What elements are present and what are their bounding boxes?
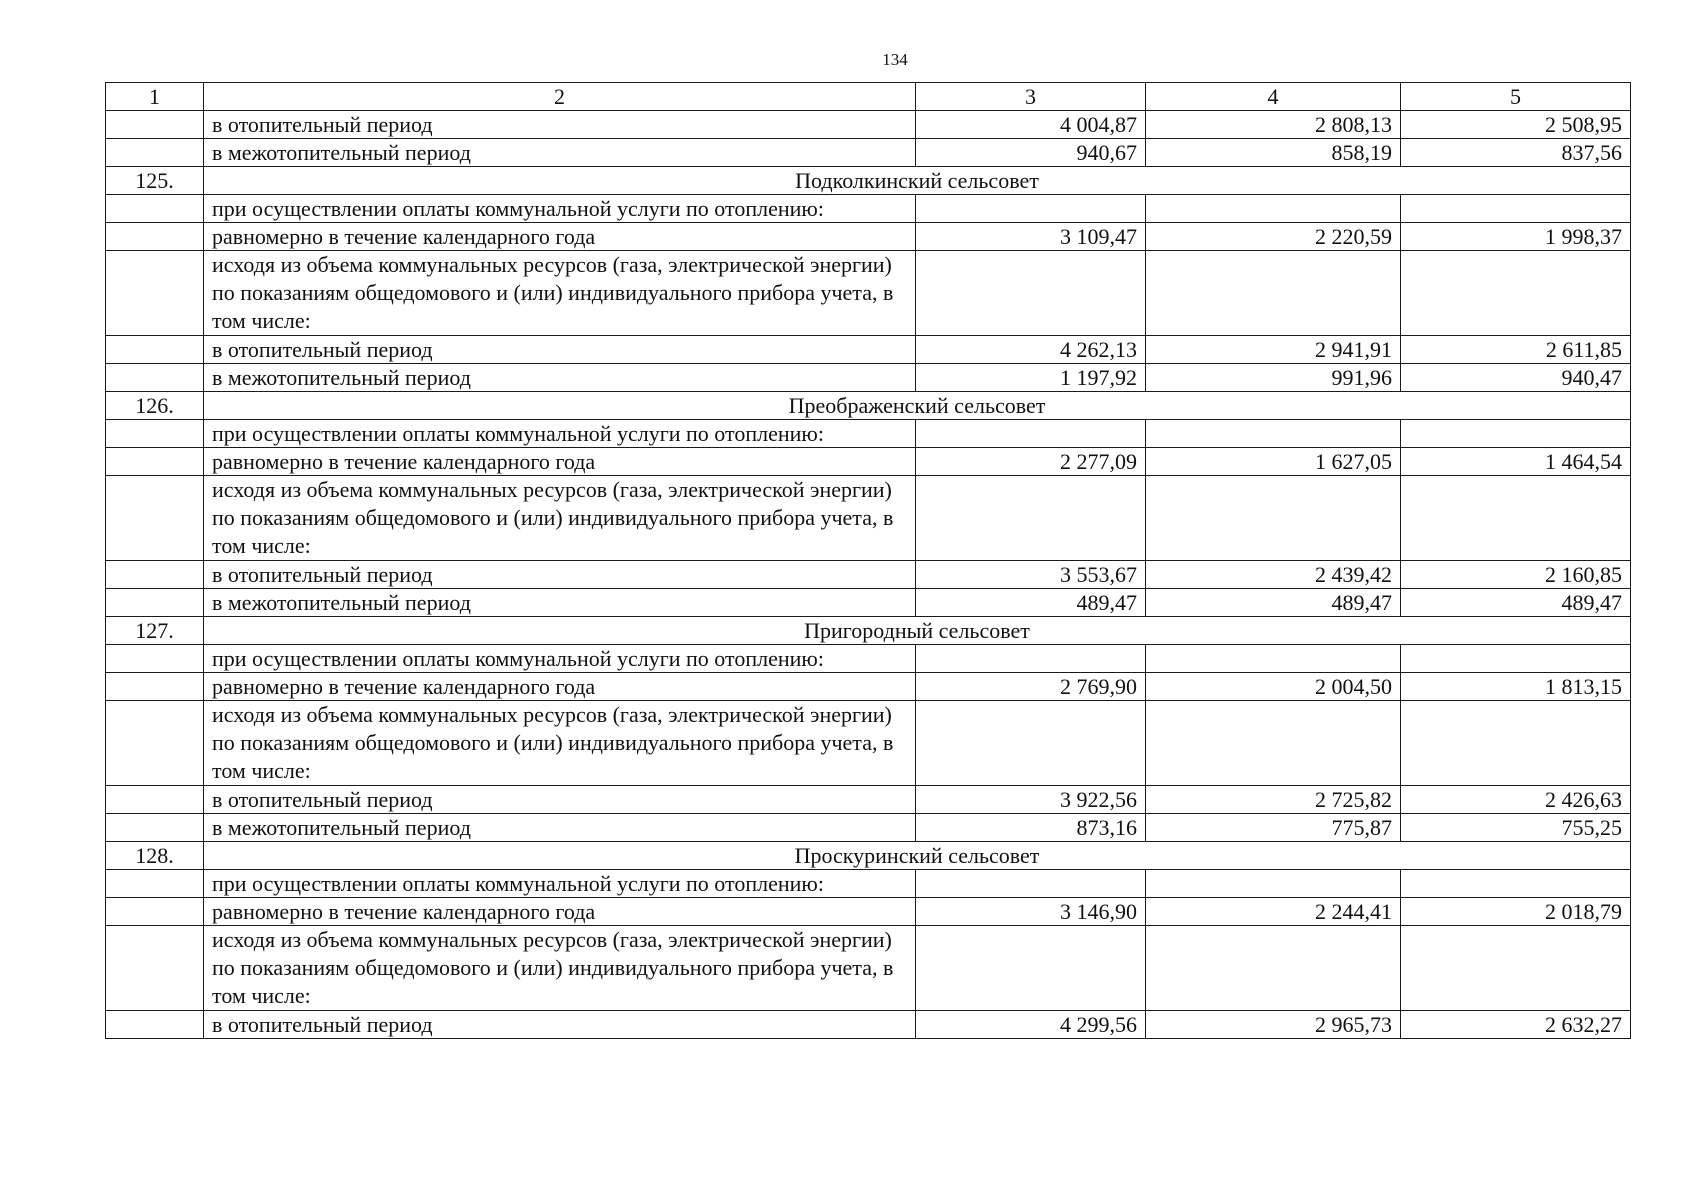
value-col-3: 940,67 xyxy=(916,139,1146,167)
value-col-4: 489,47 xyxy=(1146,589,1401,617)
value-col-3 xyxy=(916,195,1146,223)
value-col-4: 2 004,50 xyxy=(1146,673,1401,701)
row-description: равномерно в течение календарного года xyxy=(204,898,916,926)
row-number-cell xyxy=(106,786,204,814)
row-number-cell xyxy=(106,701,204,786)
section-header-row xyxy=(106,392,1631,420)
table-row xyxy=(106,673,1631,701)
section-number: 128. xyxy=(106,842,204,870)
value-col-3: 1 197,92 xyxy=(916,364,1146,392)
row-description: исходя из объема коммунальных ресурсов (газа, электрической энергии) по показаниям общедомового и (или) индивидуального прибора учета, в том числе: xyxy=(204,251,916,336)
row-number-cell xyxy=(106,926,204,1011)
table-row xyxy=(106,223,1631,251)
value-col-5: 1 464,54 xyxy=(1401,448,1631,476)
row-number-cell xyxy=(106,139,204,167)
table-row xyxy=(106,561,1631,589)
row-description: при осуществлении оплаты коммунальной услуги по отоплению: xyxy=(204,645,916,673)
row-number-cell xyxy=(106,814,204,842)
value-col-5: 2 018,79 xyxy=(1401,898,1631,926)
value-col-5: 2 611,85 xyxy=(1401,336,1631,364)
section-title: Подколкинский сельсовет xyxy=(204,167,1631,195)
value-col-4: 2 220,59 xyxy=(1146,223,1401,251)
row-number-cell xyxy=(106,195,204,223)
value-col-3 xyxy=(916,870,1146,898)
page-number: 134 xyxy=(882,50,908,69)
value-col-4: 2 965,73 xyxy=(1146,1011,1401,1039)
value-col-4 xyxy=(1146,926,1401,1011)
row-description: в отопительный период xyxy=(204,1011,916,1039)
value-col-5: 489,47 xyxy=(1401,589,1631,617)
section-title: Проскуринский сельсовет xyxy=(204,842,1631,870)
column-number-5: 5 xyxy=(1401,83,1631,111)
row-description: исходя из объема коммунальных ресурсов (газа, электрической энергии) по показаниям общедомового и (или) индивидуального прибора учета, в том числе: xyxy=(204,926,916,1011)
table-row xyxy=(106,420,1631,448)
row-description: в межотопительный период xyxy=(204,139,916,167)
value-col-3 xyxy=(916,701,1146,786)
table-row xyxy=(106,1011,1631,1039)
value-col-5 xyxy=(1401,420,1631,448)
row-number-cell xyxy=(106,1011,204,1039)
row-description: в отопительный период xyxy=(204,561,916,589)
column-number-2: 2 xyxy=(204,83,916,111)
value-col-3 xyxy=(916,645,1146,673)
table-row xyxy=(106,645,1631,673)
table-body xyxy=(106,83,1631,1039)
row-description: равномерно в течение календарного года xyxy=(204,448,916,476)
value-col-4 xyxy=(1146,195,1401,223)
value-col-5: 1 998,37 xyxy=(1401,223,1631,251)
value-col-3: 873,16 xyxy=(916,814,1146,842)
value-col-3: 3 146,90 xyxy=(916,898,1146,926)
section-header-row xyxy=(106,167,1631,195)
value-col-4: 2 244,41 xyxy=(1146,898,1401,926)
table-row xyxy=(106,111,1631,139)
column-number-header-row xyxy=(106,83,1631,111)
value-col-4: 2 439,42 xyxy=(1146,561,1401,589)
section-title: Пригородный сельсовет xyxy=(204,617,1631,645)
section-header-row xyxy=(106,617,1631,645)
row-description: исходя из объема коммунальных ресурсов (газа, электрической энергии) по показаниям общедомового и (или) индивидуального прибора учета, в том числе: xyxy=(204,476,916,561)
row-number-cell xyxy=(106,898,204,926)
row-number-cell xyxy=(106,364,204,392)
column-number-3: 3 xyxy=(916,83,1146,111)
value-col-5: 2 160,85 xyxy=(1401,561,1631,589)
row-number-cell xyxy=(106,589,204,617)
value-col-4 xyxy=(1146,420,1401,448)
tariff-table xyxy=(105,82,1631,1039)
value-col-4 xyxy=(1146,645,1401,673)
row-description: в отопительный период xyxy=(204,786,916,814)
row-description: исходя из объема коммунальных ресурсов (газа, электрической энергии) по показаниям общедомового и (или) индивидуального прибора учета, в том числе: xyxy=(204,701,916,786)
value-col-4: 2 725,82 xyxy=(1146,786,1401,814)
row-description: при осуществлении оплаты коммунальной услуги по отоплению: xyxy=(204,420,916,448)
value-col-3: 4 004,87 xyxy=(916,111,1146,139)
value-col-4 xyxy=(1146,701,1401,786)
section-header-row xyxy=(106,842,1631,870)
row-description: при осуществлении оплаты коммунальной услуги по отоплению: xyxy=(204,870,916,898)
value-col-4: 1 627,05 xyxy=(1146,448,1401,476)
value-col-5 xyxy=(1401,195,1631,223)
table-row xyxy=(106,139,1631,167)
section-number: 125. xyxy=(106,167,204,195)
row-description: равномерно в течение календарного года xyxy=(204,223,916,251)
row-description: в межотопительный период xyxy=(204,364,916,392)
row-number-cell xyxy=(106,223,204,251)
value-col-5: 837,56 xyxy=(1401,139,1631,167)
value-col-3: 489,47 xyxy=(916,589,1146,617)
row-description: в межотопительный период xyxy=(204,814,916,842)
table-row xyxy=(106,870,1631,898)
row-number-cell xyxy=(106,111,204,139)
table-row xyxy=(106,926,1631,1011)
row-number-cell xyxy=(106,476,204,561)
table-row xyxy=(106,364,1631,392)
value-col-3: 2 769,90 xyxy=(916,673,1146,701)
row-description: при осуществлении оплаты коммунальной услуги по отоплению: xyxy=(204,195,916,223)
column-number-4: 4 xyxy=(1146,83,1401,111)
table-row xyxy=(106,448,1631,476)
row-number-cell xyxy=(106,420,204,448)
value-col-3: 3 553,67 xyxy=(916,561,1146,589)
row-number-cell xyxy=(106,251,204,336)
value-col-3 xyxy=(916,926,1146,1011)
value-col-3: 3 109,47 xyxy=(916,223,1146,251)
row-description: равномерно в течение календарного года xyxy=(204,673,916,701)
value-col-5 xyxy=(1401,251,1631,336)
table-row xyxy=(106,814,1631,842)
value-col-5: 2 508,95 xyxy=(1401,111,1631,139)
value-col-5 xyxy=(1401,645,1631,673)
section-number: 127. xyxy=(106,617,204,645)
value-col-4: 775,87 xyxy=(1146,814,1401,842)
row-number-cell xyxy=(106,561,204,589)
row-number-cell xyxy=(106,336,204,364)
row-description: в отопительный период xyxy=(204,336,916,364)
row-number-cell xyxy=(106,645,204,673)
value-col-3 xyxy=(916,420,1146,448)
section-number: 126. xyxy=(106,392,204,420)
value-col-3: 4 262,13 xyxy=(916,336,1146,364)
value-col-5: 940,47 xyxy=(1401,364,1631,392)
row-number-cell xyxy=(106,870,204,898)
value-col-4: 2 808,13 xyxy=(1146,111,1401,139)
value-col-4: 2 941,91 xyxy=(1146,336,1401,364)
table-row xyxy=(106,336,1631,364)
section-title: Преображенский сельсовет xyxy=(204,392,1631,420)
value-col-5 xyxy=(1401,870,1631,898)
row-description: в отопительный период xyxy=(204,111,916,139)
table-row xyxy=(106,701,1631,786)
row-description: в межотопительный период xyxy=(204,589,916,617)
value-col-5: 2 632,27 xyxy=(1401,1011,1631,1039)
table-row xyxy=(106,251,1631,336)
table-row xyxy=(106,476,1631,561)
value-col-3 xyxy=(916,476,1146,561)
table-row xyxy=(106,589,1631,617)
table-row xyxy=(106,786,1631,814)
value-col-5: 2 426,63 xyxy=(1401,786,1631,814)
table-row xyxy=(106,195,1631,223)
row-number-cell xyxy=(106,448,204,476)
value-col-3: 2 277,09 xyxy=(916,448,1146,476)
table-row xyxy=(106,898,1631,926)
value-col-4: 991,96 xyxy=(1146,364,1401,392)
column-number-1: 1 xyxy=(106,83,204,111)
value-col-5 xyxy=(1401,701,1631,786)
value-col-4: 858,19 xyxy=(1146,139,1401,167)
value-col-4 xyxy=(1146,476,1401,561)
value-col-5: 1 813,15 xyxy=(1401,673,1631,701)
value-col-5: 755,25 xyxy=(1401,814,1631,842)
value-col-4 xyxy=(1146,870,1401,898)
value-col-3: 3 922,56 xyxy=(916,786,1146,814)
value-col-3: 4 299,56 xyxy=(916,1011,1146,1039)
value-col-5 xyxy=(1401,476,1631,561)
value-col-4 xyxy=(1146,251,1401,336)
value-col-3 xyxy=(916,251,1146,336)
row-number-cell xyxy=(106,673,204,701)
value-col-5 xyxy=(1401,926,1631,1011)
